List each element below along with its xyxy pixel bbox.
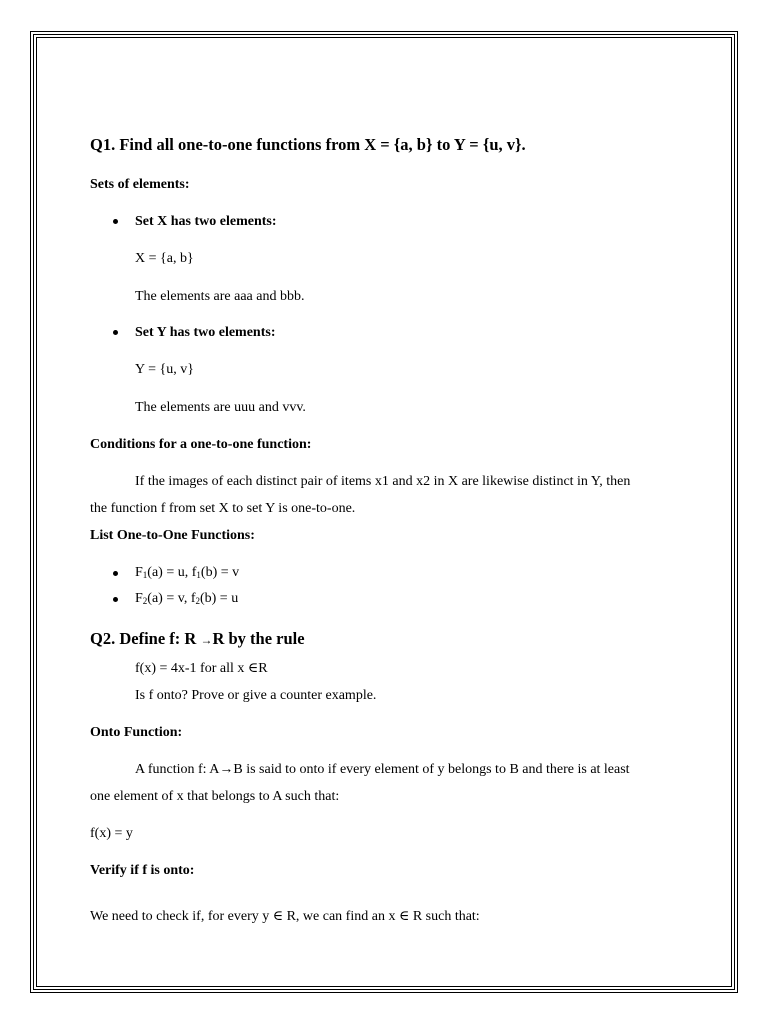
sets-heading: Sets of elements: [90, 177, 190, 192]
set-x-label: Set X has two elements: [135, 214, 277, 229]
set-x-definition: X = {a, b} [135, 251, 194, 266]
verify-text: We need to check if, for every y ∈ R, we can find an x ∈ R such that: [90, 909, 480, 924]
verify-heading: Verify if f is onto: [90, 863, 195, 878]
set-y-label: Set Y has two elements: [135, 325, 276, 340]
list-heading: List One-to-One Functions: [90, 528, 255, 543]
right-arrow-icon: → [200, 633, 213, 647]
q2-title: Q2. Define f: R →R by the rule [90, 629, 305, 648]
bullet-dot [113, 330, 118, 335]
set-y-elements: The elements are uuu and vvv. [135, 400, 306, 415]
conditions-text-line1: If the images of each distinct pair of items x1 and x2 in X are likewise distinct in Y, then [135, 474, 631, 489]
set-y-definition: Y = {u, v} [135, 362, 194, 377]
function-item-2: $F_2(a) = v$, $f_2(b) = u$ [135, 591, 239, 606]
conditions-heading: Conditions for a one-to-one function: [90, 437, 312, 452]
onto-text-line2: one element of x that belongs to A such that: [90, 789, 340, 804]
q1-title: Q1. Find all one-to-one functions from X = {a, b} to Y = {u, v}. [90, 135, 526, 154]
bullet-dot [113, 219, 118, 224]
q2-rule: f(x) = 4x-1 for all x ∈R [135, 661, 268, 676]
function-item-1: $F_1(a) = u$, $f_1(b) = v$ [135, 565, 240, 580]
set-x-elements: The elements are aaa and bbb. [135, 289, 305, 304]
bullet-dot [113, 571, 118, 576]
q2-question: Is f onto? Prove or give a counter example. [135, 688, 377, 703]
onto-text-line1: A function f: A→B is said to onto if every element of y belongs to B and there is at least [135, 762, 630, 777]
bullet-dot [113, 597, 118, 602]
onto-heading: Onto Function: [90, 725, 183, 740]
onto-equation: f(x) = y [90, 826, 133, 841]
conditions-text-line2: the function f from set X to set Y is one-to-one. [90, 501, 356, 516]
